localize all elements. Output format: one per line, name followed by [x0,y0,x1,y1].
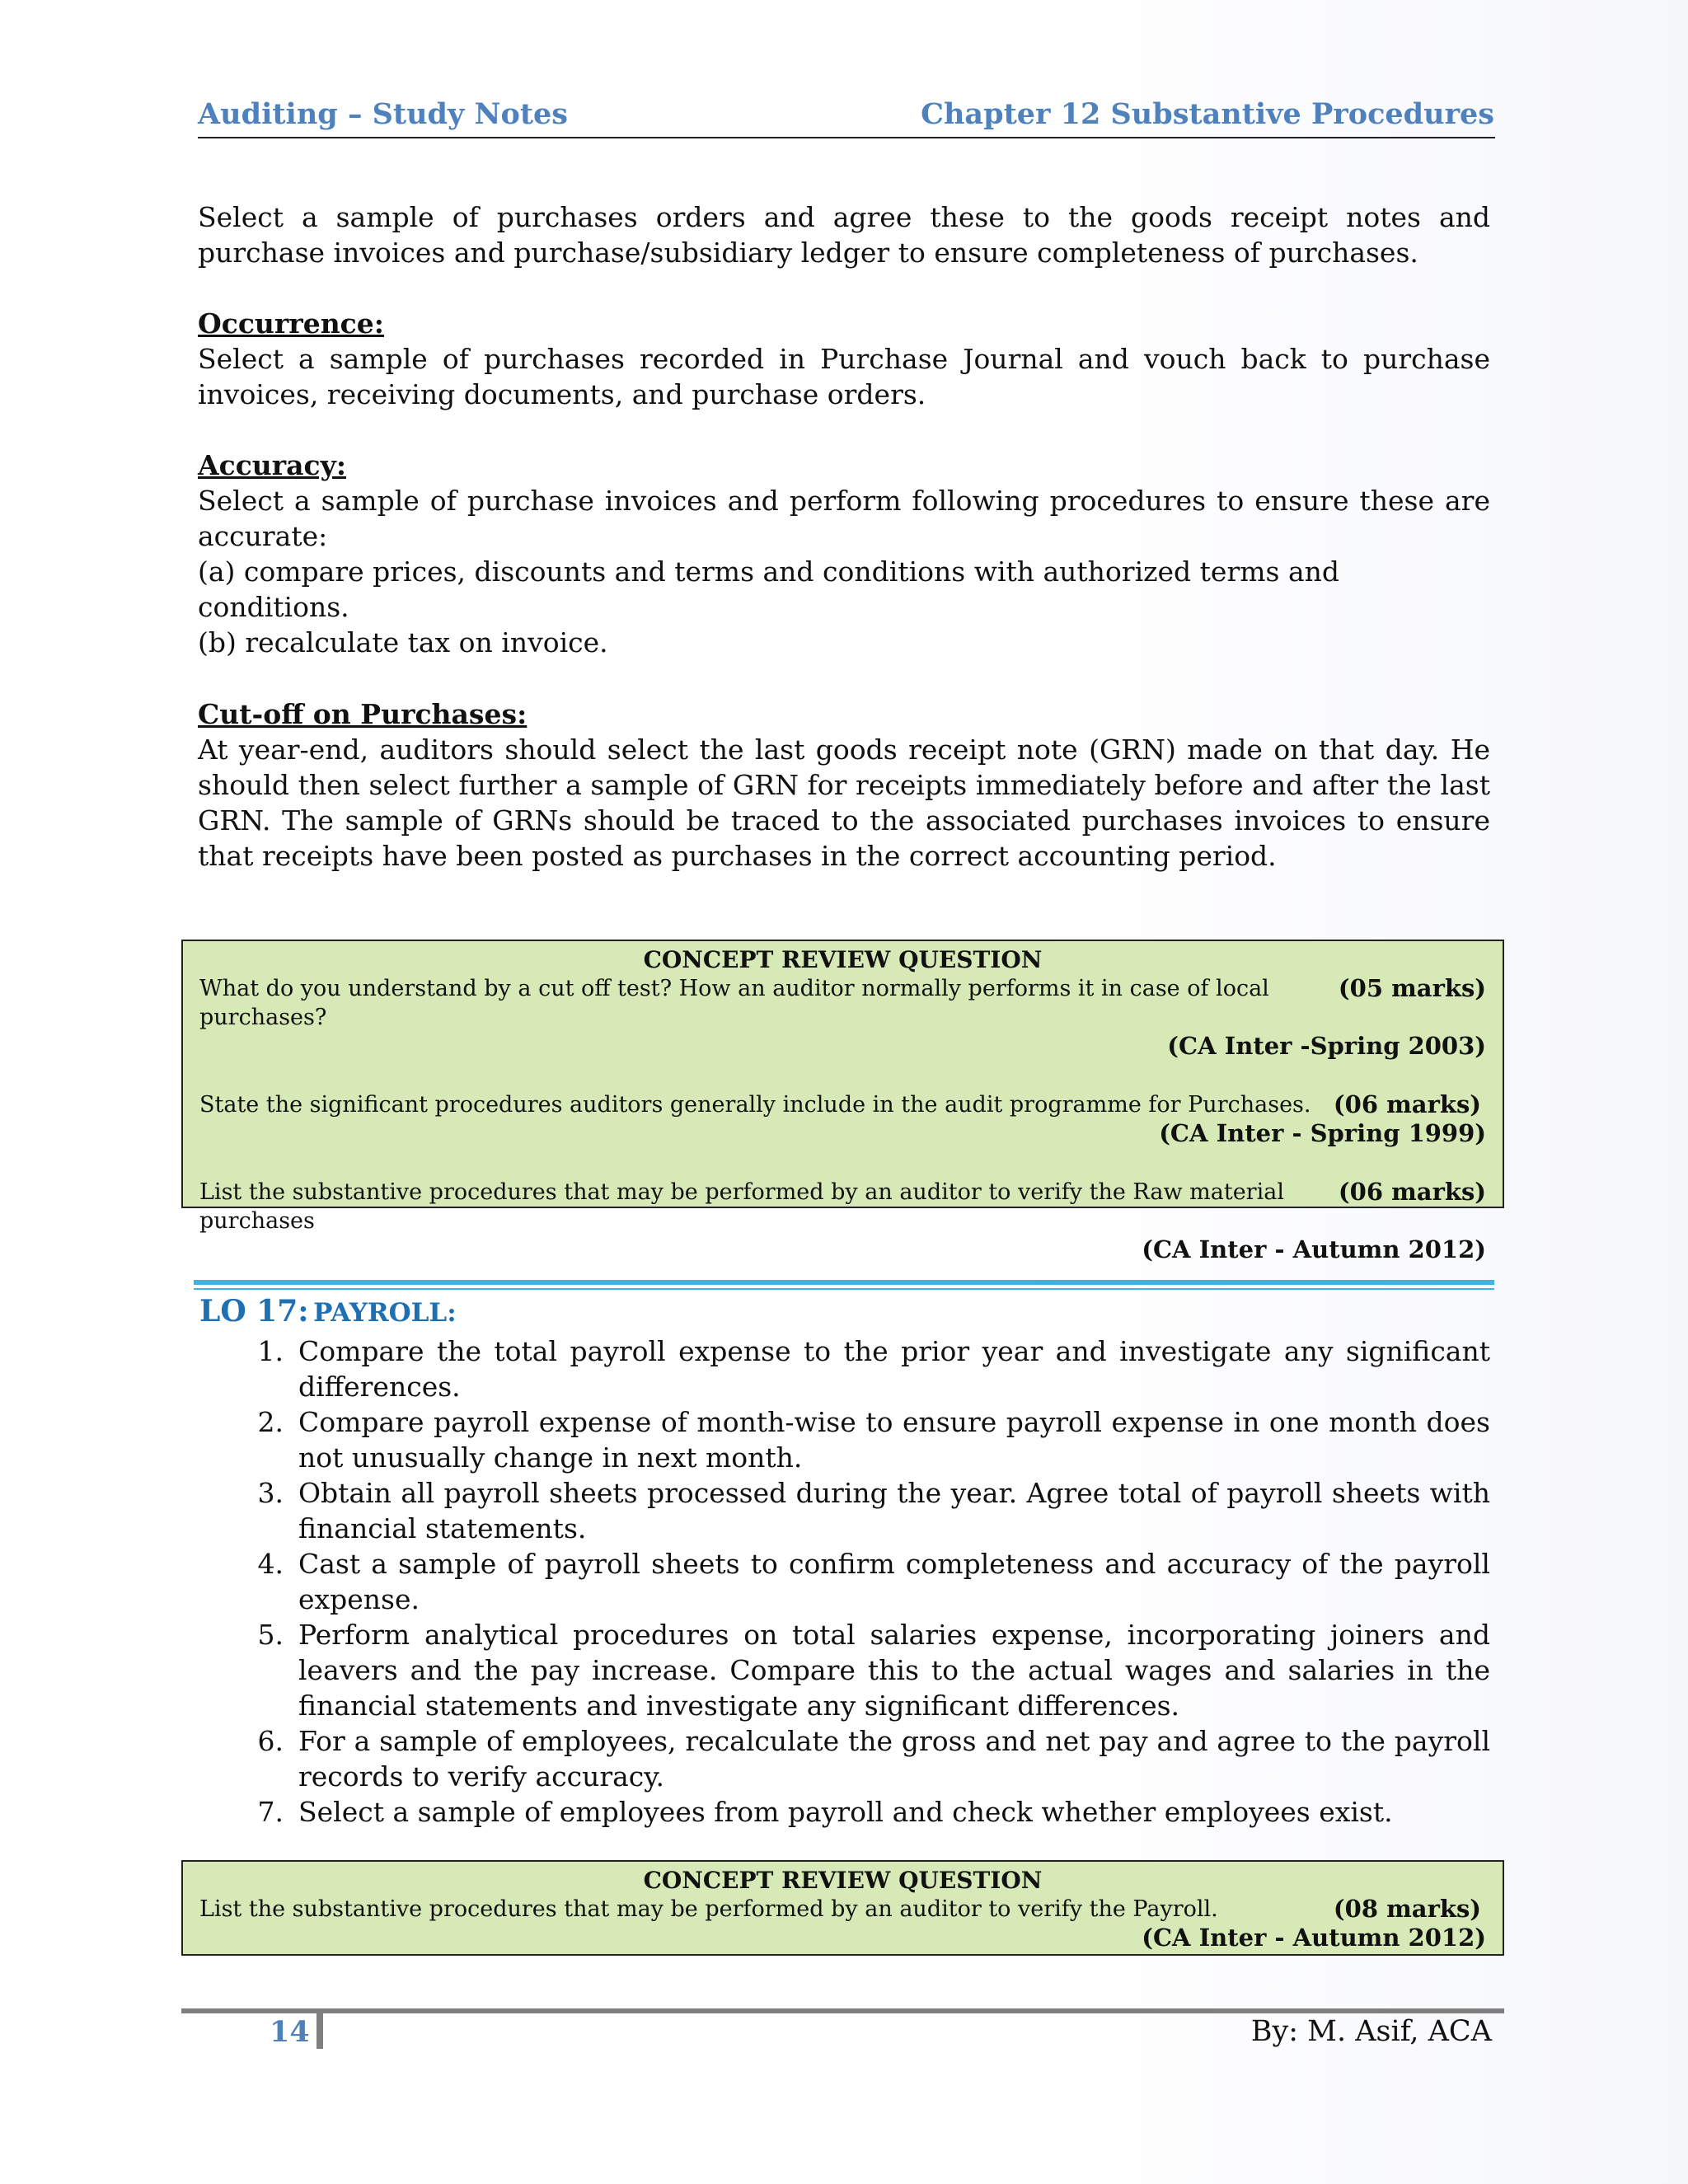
list-item-number: 1. [257,1335,284,1367]
accuracy-item-a: (a) compare prices, discounts and terms and conditions with authorized terms and conditions. [198,555,1340,623]
list-item-number: 5. [257,1619,284,1651]
question-marks: (08 marks) [1333,1895,1481,1923]
footer-author: By: M. Asif, ACA [1250,2015,1492,2048]
lo17-heading [199,1294,457,1329]
question-text: List the substantive procedures that may be performed by an auditor to verify the Raw material purchases [199,1179,1284,1234]
accuracy-heading: Accuracy: [198,449,347,481]
occurrence-text: Select a sample of purchases recorded in Purchase Journal and vouch back to purchase invoices, receiving documents, and purchase orders. [198,343,1490,410]
intro-paragraph: Select a sample of purchases orders and agree these to the goods receipt notes and purchase invoices and purchase/subsidiary ledger to ensure completeness of purchases. [198,201,1490,269]
cutoff-text: At year-end, auditors should select the last goods receipt note (GRN) made on that day. He should then select further a sample of GRN for receipts immediately before and after the last GRN. The sample of GRNs should be traced to the associated purchases invoices to ensure that receipts have been posted as purchases in the correct accounting period. [198,733,1490,872]
question-text: What do you understand by a cut off test? How an auditor normally performs it in case of local purchases? [199,976,1269,1030]
page-number: 14 [270,2015,310,2049]
list-item-number: 7. [257,1796,284,1828]
header-title-right: Chapter 12 Substantive Procedures [921,97,1494,131]
concept-review-title: CONCEPT REVIEW QUESTION [643,946,1043,973]
question-row [199,974,1486,1032]
list-item [198,1475,1490,1546]
question-row [199,1895,1486,1924]
list-item [198,1617,1490,1723]
list-item-number: 6. [257,1725,284,1757]
footer-rule [181,2008,1504,2013]
question-text: List the substantive procedures that may be performed by an auditor to verify the Payroll. [199,1896,1218,1922]
occurrence-heading: Occurrence: [198,307,384,340]
question-source: (CA Inter - Spring 1999) [1159,1119,1486,1147]
list-item-number: 2. [257,1406,284,1438]
section-rule-bottom [194,1288,1494,1290]
question-marks: (05 marks) [1338,974,1486,1002]
question-source: (CA Inter -Spring 2003) [1167,1032,1486,1060]
list-item-number: 4. [257,1548,284,1580]
question-marks: (06 marks) [1338,1178,1486,1206]
list-item-text: Select a sample of employees from payroll and check whether employees exist. [298,1796,1393,1828]
accuracy-text: Select a sample of purchase invoices and perform following procedures to ensure these are accurate: [198,485,1490,552]
list-item-text: Compare payroll expense of month-wise to ensure payroll expense in one month does not unusually change in next month. [298,1406,1490,1474]
cutoff-section [198,696,1490,874]
header-rule [198,137,1495,138]
lo17-number: LO 17: [199,1294,309,1329]
header-title-left: Auditing – Study Notes [198,97,568,131]
question-source: (CA Inter - Autumn 2012) [1142,1924,1486,1952]
payroll-procedures-list [198,1333,1490,1830]
section-rule-top [194,1280,1494,1285]
list-item [198,1794,1490,1830]
list-item-text: Cast a sample of payroll sheets to confirm completeness and accuracy of the payroll expense. [298,1548,1490,1615]
concept-review-box-purchases [181,940,1504,1263]
occurrence-section [198,306,1490,412]
accuracy-item-b: (b) recalculate tax on invoice. [198,626,608,658]
list-item-text: For a sample of employees, recalculate the gross and net pay and agree to the payroll records to verify accuracy. [298,1725,1490,1793]
list-item [198,1404,1490,1475]
cutoff-heading: Cut-off on Purchases: [198,698,528,730]
list-item [198,1333,1490,1404]
list-item-number: 3. [257,1477,284,1509]
list-item-text: Obtain all payroll sheets processed during the year. Agree total of payroll sheets with financial statements. [298,1477,1490,1544]
question-marks: (06 marks) [1333,1090,1481,1118]
question-row [199,1178,1486,1235]
accuracy-section [198,448,1490,660]
concept-review-box-payroll [181,1860,1504,1956]
question-text: State the significant procedures auditors generally include in the audit programme for Purchases. [199,1092,1311,1118]
list-item-text: Perform analytical procedures on total salaries expense, incorporating joiners and leavers and the pay increase. Compare this to the actual wages and salaries in the financial statements and investigate any significant differences. [298,1619,1490,1722]
list-item-text: Compare the total payroll expense to the prior year and investigate any significant differences. [298,1335,1490,1403]
list-item [198,1723,1490,1794]
question-row [199,1090,1486,1119]
lo17-title: PAYROLL: [313,1298,457,1328]
concept-review-title: CONCEPT REVIEW QUESTION [643,1867,1043,1894]
footer-divider [316,2011,323,2049]
question-source: (CA Inter - Autumn 2012) [1142,1235,1486,1263]
list-item [198,1546,1490,1617]
